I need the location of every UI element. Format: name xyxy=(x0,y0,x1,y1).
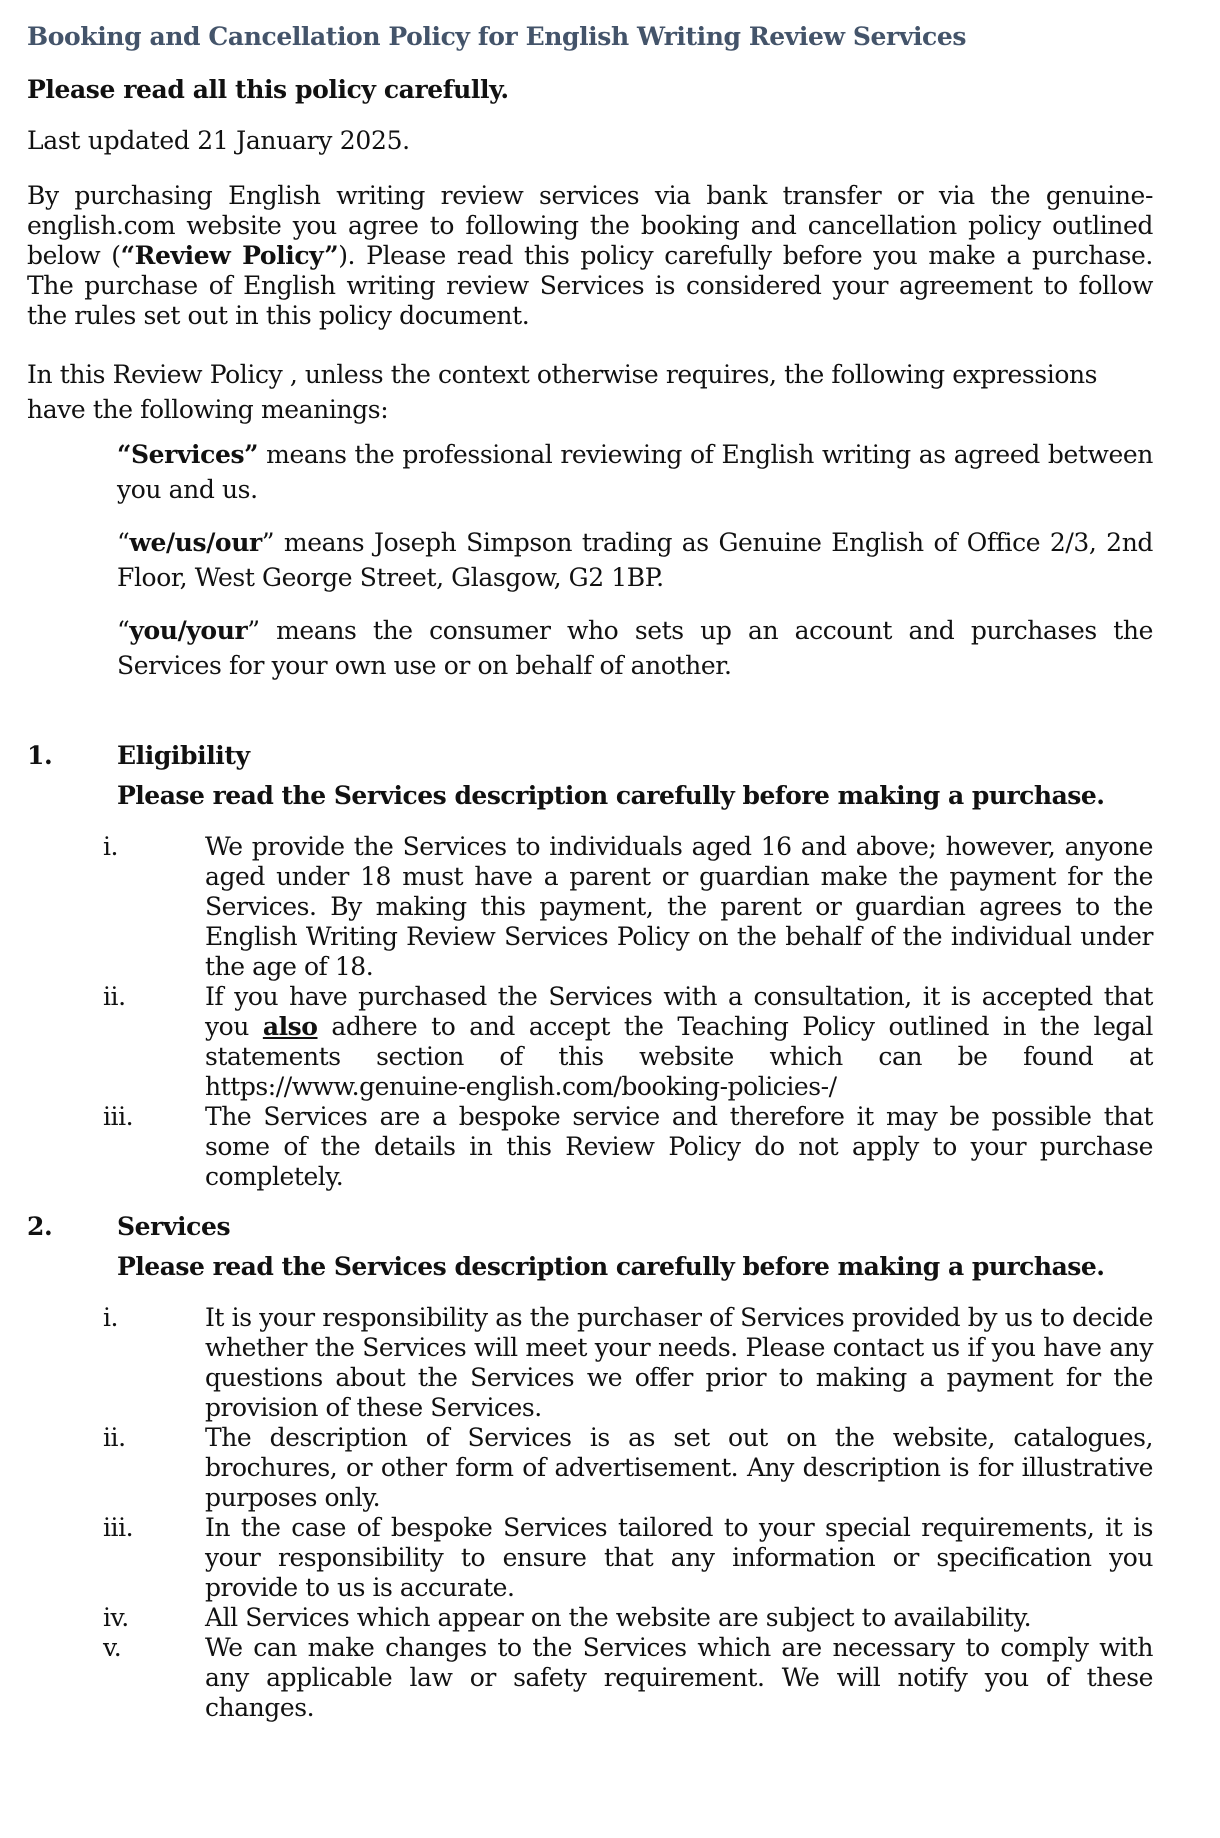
definition-quote-open: “ xyxy=(117,528,130,557)
lead-note: Please read all this policy carefully. xyxy=(27,75,509,104)
section-title: Eligibility xyxy=(117,741,250,770)
definition-you-your xyxy=(117,613,1153,683)
definition-text: means the consumer who sets up an account and purchases the Services for your own use or on behalf of another. xyxy=(117,616,1153,680)
intro-paragraph xyxy=(27,181,1153,331)
definition-term: we/us/our xyxy=(129,528,262,557)
section-number: 2. xyxy=(27,1212,53,1241)
list-item xyxy=(27,1513,1153,1603)
definition-we-us-our xyxy=(117,525,1153,595)
section-heading xyxy=(27,1212,1153,1252)
list-item xyxy=(27,832,1153,982)
item-number: i. xyxy=(103,1303,119,1332)
section-subtitle: Please read the Services description carefully before making a purchase. xyxy=(117,781,1105,810)
item-text: If you have purchased the Services with a consultation, it is accepted that you xyxy=(205,982,1153,1041)
list-item xyxy=(27,982,1153,1102)
document-page xyxy=(27,22,1153,1743)
item-number: iii. xyxy=(103,1102,134,1131)
section-services xyxy=(27,1212,1153,1723)
item-text: adhere to and accept the Teaching Policy outlined in the legal statements section of this website which can be found at https://www.genuine-english.com/booking-policies-/ xyxy=(205,1012,1153,1101)
list-item xyxy=(27,1102,1153,1192)
item-text: We can make changes to the Services which are necessary to comply with any applicable law or safety requirement. We will notify you of these changes. xyxy=(205,1633,1153,1722)
definition-text: means the professional reviewing of English writing as agreed between you and us. xyxy=(117,440,1153,504)
intro-text-2: ). Please read this policy carefully before you make a purchase. The purchase of English writing review Services is considered your agreement to follow the rules set out in this policy document. xyxy=(27,241,1153,330)
section-subtitle: Please read the Services description carefully before making a purchase. xyxy=(117,1252,1105,1281)
item-number: ii. xyxy=(103,982,126,1011)
definition-text: means Joseph Simpson trading as Genuine English of Office 2/3, 2nd Floor, West George Street, Glasgow, G2 1BP. xyxy=(117,528,1153,592)
definition-quote-close: ” xyxy=(247,616,260,645)
item-text: In the case of bespoke Services tailored to your special requirements, it is your responsibility to ensure that any information or specification you provide to us is accurate. xyxy=(205,1513,1153,1602)
section-title: Services xyxy=(117,1212,231,1241)
item-number: iv. xyxy=(103,1603,129,1632)
definition-term: “Services” xyxy=(117,440,259,469)
item-text: We provide the Services to individuals aged 16 and above; however, anyone aged under 18 must have a parent or guardian make the payment for the Services. By making this payment, the parent or guardian agrees to the English Writing Review Services Policy on the behalf of the individual under the age of 18. xyxy=(205,832,1153,981)
section-number: 1. xyxy=(27,741,53,770)
item-text: The description of Services is as set out on the website, catalogues, brochures, or other form of advertisement. Any description is for illustrative purposes only. xyxy=(205,1423,1153,1512)
item-emphasis: also xyxy=(262,1012,318,1041)
last-updated: Last updated 21 January 2025. xyxy=(27,126,410,155)
definition-quote-close: ” xyxy=(261,528,275,557)
intro-text-1: By purchasing English writing review services via bank transfer or via the genuine-english.com website you agree to following the booking and cancellation policy outlined below ( xyxy=(27,181,1153,270)
section-items xyxy=(27,832,1153,1192)
item-number: i. xyxy=(103,832,119,861)
definition-services xyxy=(117,437,1153,507)
list-item xyxy=(27,1603,1153,1633)
definition-term: you/your xyxy=(129,616,248,645)
document-title: Booking and Cancellation Policy for English Writing Review Services xyxy=(27,22,967,51)
list-item xyxy=(27,1423,1153,1513)
list-item xyxy=(27,1303,1153,1423)
item-text: The Services are a bespoke service and therefore it may be possible that some of the details in this Review Policy do not apply to your purchase completely. xyxy=(205,1102,1153,1191)
item-text: All Services which appear on the website are subject to availability. xyxy=(205,1603,1032,1632)
item-text: It is your responsibility as the purchaser of Services provided by us to decide whether the Services will meet your needs. Please contact us if you have any questions about the Services we offer prior to making a payment for the provision of these Services. xyxy=(205,1303,1153,1422)
meanings-intro: In this Review Policy , unless the context otherwise requires, the following expressions have the following meanings: xyxy=(27,360,1098,424)
section-items xyxy=(27,1303,1153,1723)
item-number: ii. xyxy=(103,1423,126,1452)
definition-quote-open: “ xyxy=(117,616,130,645)
list-item xyxy=(27,1633,1153,1723)
section-eligibility xyxy=(27,741,1153,1192)
item-number: iii. xyxy=(103,1513,134,1542)
item-number: v. xyxy=(103,1633,122,1662)
intro-defined-term: “Review Policy” xyxy=(120,241,339,270)
section-heading xyxy=(27,741,1153,781)
